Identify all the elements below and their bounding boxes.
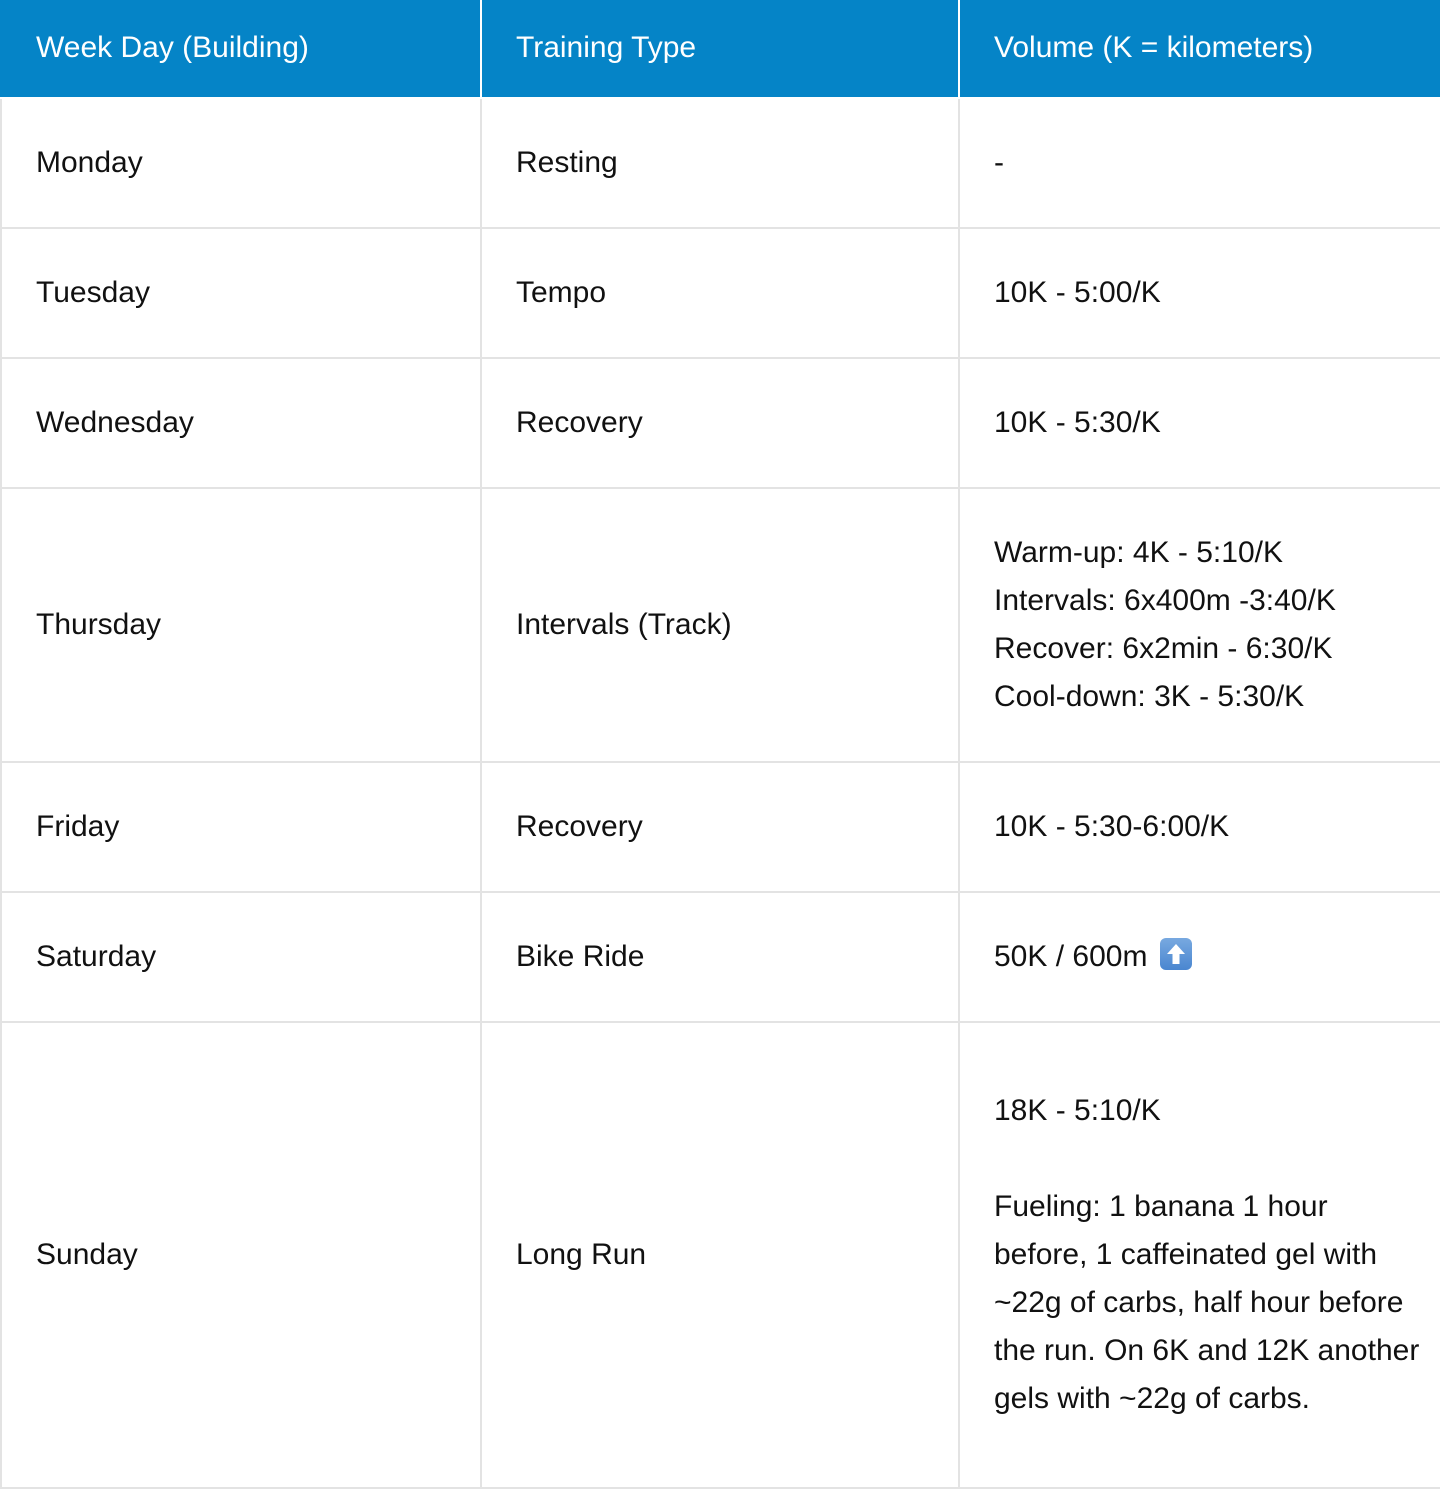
day-cell: Friday — [1, 762, 481, 892]
volume-text: 50K / 600m — [994, 940, 1148, 973]
type-cell: Tempo — [481, 228, 959, 358]
day-cell: Sunday — [1, 1022, 481, 1488]
header-row — [1, 0, 1440, 98]
table-row — [1, 98, 1440, 228]
warm-up-line: Warm-up: 4K - 5:10/K — [994, 536, 1283, 569]
day-cell: Tuesday — [1, 228, 481, 358]
volume-cell — [959, 892, 1440, 1022]
volume-cell — [959, 1022, 1440, 1488]
table-row — [1, 228, 1440, 358]
pace-line: 18K - 5:10/K — [994, 1094, 1161, 1127]
volume-cell: 10K - 5:00/K — [959, 228, 1440, 358]
table-row — [1, 488, 1440, 762]
table-row — [1, 1022, 1440, 1488]
fueling-note: Fueling: 1 banana 1 hour before, 1 caffeinated gel with ~22g of carbs, half hour before the run. On 6K and 12K another gels with ~22g of carbs. — [994, 1190, 1420, 1415]
type-cell: Recovery — [481, 762, 959, 892]
day-cell: Monday — [1, 98, 481, 228]
type-cell: Long Run — [481, 1022, 959, 1488]
header-week-day: Week Day (Building) — [1, 0, 481, 98]
cool-down-line: Cool-down: 3K - 5:30/K — [994, 680, 1305, 713]
type-cell: Recovery — [481, 358, 959, 488]
table-body — [1, 98, 1440, 1488]
day-cell: Saturday — [1, 892, 481, 1022]
type-cell: Intervals (Track) — [481, 488, 959, 762]
header-training-type: Training Type — [481, 0, 959, 98]
intervals-line: Intervals: 6x400m -3:40/K — [994, 584, 1336, 617]
day-cell: Thursday — [1, 488, 481, 762]
paragraph-gap — [994, 1135, 1420, 1183]
table-row — [1, 358, 1440, 488]
volume-cell: - — [959, 98, 1440, 228]
table-row — [1, 762, 1440, 892]
table-header — [1, 0, 1440, 98]
day-cell: Wednesday — [1, 358, 481, 488]
volume-cell: 10K - 5:30-6:00/K — [959, 762, 1440, 892]
volume-cell: 10K - 5:30/K — [959, 358, 1440, 488]
type-cell: Bike Ride — [481, 892, 959, 1022]
recover-line: Recover: 6x2min - 6:30/K — [994, 632, 1333, 665]
table-row — [1, 892, 1440, 1022]
header-volume: Volume (K = kilometers) — [959, 0, 1440, 98]
up-arrow-icon — [1160, 938, 1192, 970]
type-cell: Resting — [481, 98, 959, 228]
volume-cell — [959, 488, 1440, 762]
